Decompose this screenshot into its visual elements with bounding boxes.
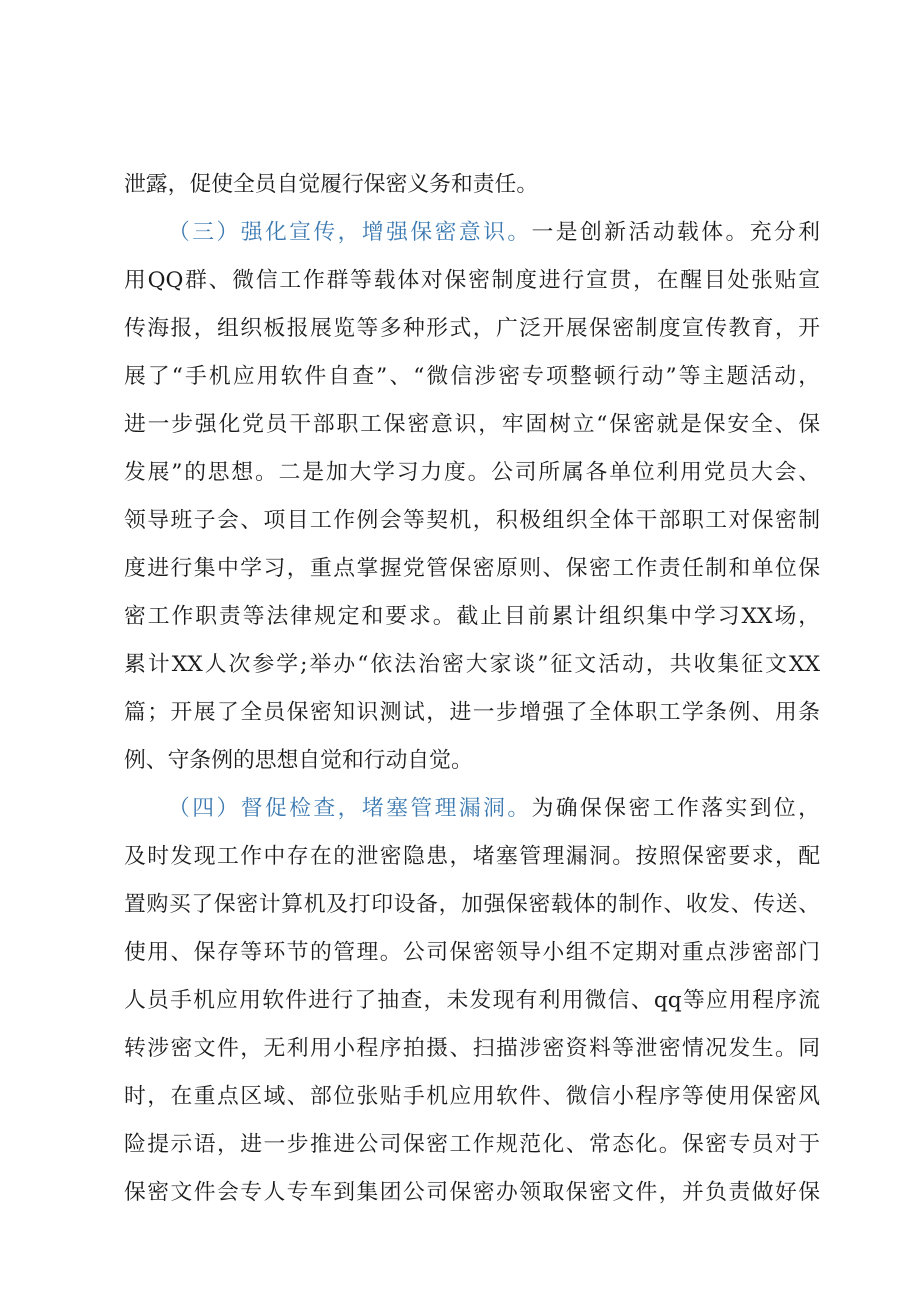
paragraph-line: 险提示语，进一步推进公司保密工作规范化、常态化。保密专员对于 — [124, 1132, 820, 1157]
paragraph-line: 展了“手机应用软件自查”、“微信涉密专项整顿行动”等主题活动， — [124, 364, 820, 389]
paragraph-text: 一是创新活动载体。充分利 — [531, 220, 820, 245]
paragraph-line: 人员手机应用软件进行了抽查，未发现有利用微信、qq等应用程序流 — [124, 988, 820, 1013]
paragraph-line: 泄露，促使全员自觉履行保密义务和责任。 — [124, 172, 539, 197]
paragraph-line: 累计XX人次参学;举办“依法治密大家谈”征文活动，共收集征文XX — [124, 652, 820, 677]
paragraph-line: 及时发现工作中存在的泄密隐患，堵塞管理漏洞。按照保密要求，配 — [124, 844, 820, 869]
paragraph-line: 领导班子会、项目工作例会等契机，积极组织全体干部职工对保密制 — [124, 508, 820, 533]
paragraph-text: 为确保保密工作落实到位， — [531, 796, 820, 821]
paragraph-line: 用QQ群、微信工作群等载体对保密制度进行宣贯，在醒目处张贴宣 — [124, 268, 820, 293]
section-three-first-line — [168, 213, 820, 253]
section-four-first-line — [168, 789, 820, 829]
paragraph-line: 时，在重点区域、部位张贴手机应用软件、微信小程序等使用保密风 — [124, 1084, 820, 1109]
paragraph-line: 传海报，组织板报展览等多种形式，广泛开展保密制度宣传教育，开 — [124, 316, 820, 341]
paragraph-line: 置购买了保密计算机及打印设备，加强保密载体的制作、收发、传送、 — [124, 892, 820, 917]
paragraph-line: 篇；开展了全员保密知识测试，进一步增强了全体职工学条例、用条 — [124, 700, 820, 725]
paragraph-line: 例、守条例的思想自觉和行动自觉。 — [124, 748, 473, 773]
section-heading-three: （三）强化宣传，增强保密意识。 — [168, 220, 532, 245]
paragraph-line: 转涉密文件，无利用小程序拍摄、扫描涉密资料等泄密情况发生。同 — [124, 1036, 820, 1061]
paragraph-line: 使用、保存等环节的管理。公司保密领导小组不定期对重点涉密部门 — [124, 940, 820, 965]
paragraph-line: 保密文件会专人专车到集团公司保密办领取保密文件，并负责做好保 — [124, 1180, 820, 1205]
section-heading-four: （四）督促检查，堵塞管理漏洞。 — [168, 796, 532, 821]
paragraph-line: 度进行集中学习，重点掌握党管保密原则、保密工作责任制和单位保 — [124, 556, 820, 581]
paragraph-line: 密工作职责等法律规定和要求。截止目前累计组织集中学习XX场， — [124, 604, 820, 629]
paragraph-line: 进一步强化党员干部职工保密意识，牢固树立“保密就是保安全、保 — [124, 412, 820, 437]
paragraph-line: 发展”的思想。二是加大学习力度。公司所属各单位利用党员大会、 — [124, 460, 820, 485]
